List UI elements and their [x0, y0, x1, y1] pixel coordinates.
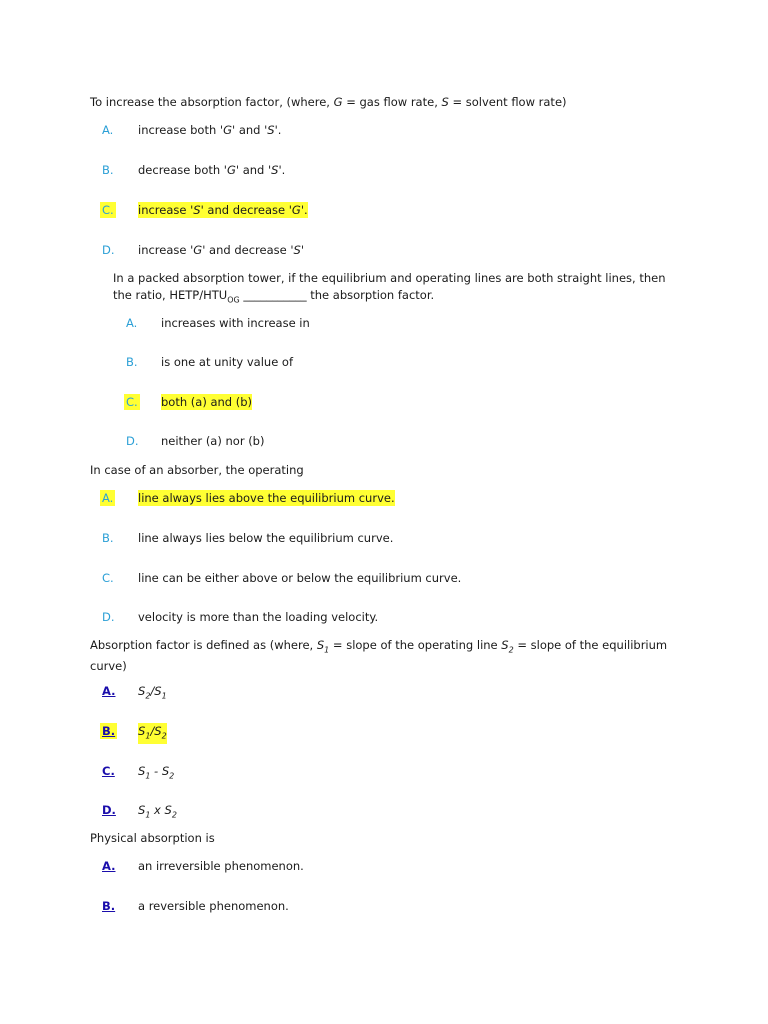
option-text: is one at unity value of [161, 355, 294, 369]
question-1-prompt: To increase the absorption factor, (where, G = gas flow rate, S = solvent flow rate) [90, 95, 567, 109]
question-4-prompt: Absorption factor is defined as (where, $S_1$ = slope of the operating line $S_2$ = slope of the equilibrium curve) [90, 638, 668, 674]
option-text: increases with increase in [161, 316, 310, 330]
option-text-highlighted: both (a) and (b) [161, 395, 253, 409]
option-text: velocity is more than the loading velocity. [138, 610, 379, 624]
option-text: increase both 'G' and 'S'. [138, 123, 282, 137]
option-text-highlighted: line always lies above the equilibrium curve. [138, 491, 395, 505]
option-letter: A. [102, 491, 114, 505]
option-letter[interactable]: A. [102, 684, 116, 698]
option-letter[interactable]: C. [102, 764, 115, 778]
prompt-line-2-post: ___________ the absorption factor. [239, 288, 435, 302]
option-letter[interactable]: A. [102, 859, 116, 873]
option-letter[interactable]: B. [102, 724, 116, 738]
option-text: a reversible phenomenon. [138, 899, 289, 913]
option-text: $S_1$ x $S_2$ [138, 803, 177, 820]
option-text: decrease both 'G' and 'S'. [138, 163, 286, 177]
option-text: $S_1 - S_2$ [138, 764, 175, 781]
option-text-highlighted: $S_1/S_2$ [138, 723, 167, 744]
option-letter: C. [102, 571, 114, 585]
option-text: an irreversible phenomenon. [138, 859, 304, 873]
option-letter: D. [126, 434, 139, 448]
option-text: increase 'G' and decrease 'S' [138, 243, 304, 257]
option-text: line can be either above or below the equilibrium curve. [138, 571, 462, 585]
option-letter: D. [102, 243, 115, 257]
option-letter: D. [102, 610, 115, 624]
option-letter[interactable]: D. [102, 803, 116, 817]
option-letter: C. [126, 395, 138, 409]
option-letter[interactable]: B. [102, 899, 116, 913]
option-text: $S_2/S_1$ [138, 684, 167, 701]
option-letter: B. [126, 355, 138, 369]
option-letter: A. [126, 316, 138, 330]
prompt-line-2-pre: the ratio, HETP/HTU [113, 288, 228, 302]
question-5-prompt: Physical absorption is [90, 831, 215, 845]
option-text: neither (a) nor (b) [161, 434, 265, 448]
option-letter: B. [102, 531, 114, 545]
option-letter: C. [102, 203, 114, 217]
prompt-line-1: In a packed absorption tower, if the equilibrium and operating lines are both straight lines, then [113, 271, 666, 285]
prompt-subscript: OG [227, 295, 240, 305]
option-text-highlighted: increase 'S' and decrease 'G'. [138, 203, 308, 217]
question-3-prompt: In case of an absorber, the operating [90, 463, 304, 477]
option-text: line always lies below the equilibrium curve. [138, 531, 394, 545]
question-2-prompt [113, 270, 703, 308]
option-letter: A. [102, 123, 114, 137]
option-letter: B. [102, 163, 114, 177]
